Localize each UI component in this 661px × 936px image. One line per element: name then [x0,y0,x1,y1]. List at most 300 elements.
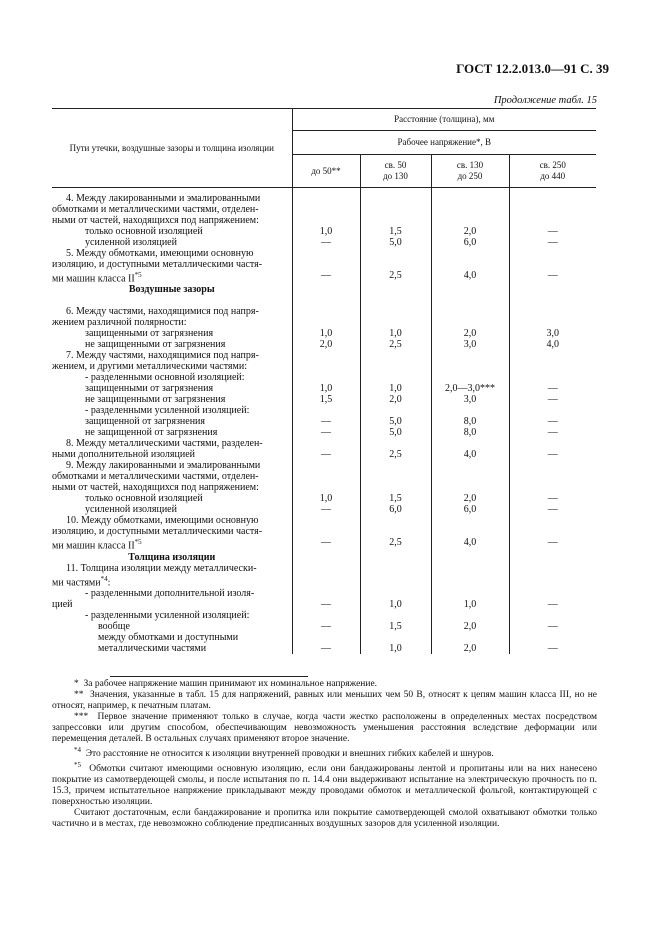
cell-value: 5,0 [360,427,431,438]
cell-value [292,610,360,621]
cell-value [360,526,431,537]
row-label [52,350,292,361]
row-text: - разделенными усиленной изоляцией: [85,609,250,621]
footnote-text: За рабочее напряжение машин принимают их номинальное напряжение. [83,679,378,689]
table-row [52,588,596,599]
cell-value [509,552,596,563]
cell-value [292,460,360,471]
row-text: защищенной от загрязнения [85,416,206,428]
cell-value: — [292,537,360,551]
cell-value [292,438,360,449]
row-label [52,427,292,438]
cell-value: 2,0—3,0*** [431,383,509,394]
cell-value [509,563,596,574]
cell-value [292,317,360,328]
row-text: 6. Между частями, находящимися под напря- [66,306,259,318]
cell-value [431,515,509,526]
footnote-text: Обмотки считают имеющими основную изоляцию, если они бандажированы лентой и пропитаны или на них нанесено покрытие из самотвердеющей смолы, и после испытания по п. 14.4 они выдерживают испытание на электрическую прочность по п. 15.3, причем испытательное напряжение прикладывают между проводами обмоток и металлической фольгой, контактирующей с поверхностью изоляции. [52,764,597,808]
row-text: жением различной полярности: [52,317,187,329]
footnote-mark: *** [74,712,89,722]
column-header-voltage: Рабочее напряжение*, В [292,131,596,155]
cell-value [509,188,596,205]
table-row [52,204,596,215]
cell-value [431,372,509,383]
table-row [52,237,596,248]
row-label [52,471,292,482]
cell-value: — [509,416,596,427]
row-text: ными от частей, находящихся под напряжением: [52,215,259,226]
table-row [52,563,596,574]
row-label [52,438,292,449]
cell-value: 2,0 [431,328,509,339]
table-row [52,574,596,588]
cell-value: — [292,621,360,632]
cell-value: 3,0 [509,328,596,339]
row-label [52,248,292,259]
row-label [52,372,292,383]
row-text: только основной изоляцией [85,226,203,237]
cell-value: — [509,599,596,610]
footnote-text: Это расстояние не относится к изоляции внутренней проводки и внешних гибких кабелей и шнуров. [85,749,494,760]
row-text: не защищенными от загрязнения [85,394,226,406]
cell-value [509,372,596,383]
cell-value [431,552,509,563]
cell-value: 2,0 [431,643,509,654]
cell-value [292,574,360,588]
cell-value [360,259,431,270]
table-row [52,317,596,328]
cell-value [360,438,431,449]
cell-value: — [509,537,596,551]
cell-value [431,188,509,205]
cell-value [360,204,431,215]
table-row [52,188,596,205]
cell-value: 1,5 [360,621,431,632]
cell-value: 2,0 [431,493,509,504]
cell-value: 8,0 [431,416,509,427]
table-row [52,460,596,471]
row-text: усиленной изоляцией [85,504,177,516]
row-text [52,295,55,306]
cell-value: 1,0 [360,328,431,339]
column-header-path: Пути утечки, воздушные зазоры и толщина изоляции [52,109,292,188]
row-label [52,226,292,237]
cell-value: — [509,427,596,438]
cell-value [360,588,431,599]
cell-value [360,405,431,416]
cell-value: 2,0 [292,339,360,350]
row-label [52,204,292,215]
cell-value [431,306,509,317]
table-row [52,482,596,493]
cell-value [431,574,509,588]
cell-value: — [509,449,596,460]
cell-value [509,204,596,215]
cell-value [509,350,596,361]
cell-value [431,610,509,621]
table-row [52,361,596,372]
cell-value [431,317,509,328]
cell-value: — [292,270,360,284]
cell-value [431,588,509,599]
table-row [52,383,596,394]
cell-value [360,284,431,295]
cell-value: — [509,237,596,248]
cell-value [292,588,360,599]
cell-value [360,350,431,361]
footnote [52,760,597,808]
cell-value [292,284,360,295]
cell-value [292,295,360,306]
row-text: защищенными от загрязнения [85,383,214,395]
cell-value: 2,5 [360,449,431,460]
row-text-tail: : [107,576,111,588]
cell-value: 2,5 [360,339,431,350]
row-text: 11. Толщина изоляции между металлически- [66,562,257,574]
cell-value [431,563,509,574]
cell-value [360,471,431,482]
table-row [52,643,596,654]
column-header-voltage-range: до 50** [292,155,360,188]
cell-value [509,295,596,306]
cell-value [292,306,360,317]
row-label [52,621,292,632]
cell-value [509,306,596,317]
row-text: обмотками и металлическими частями, отделен- [52,204,259,215]
row-label [52,328,292,339]
table-row [52,394,596,405]
column-header-voltage-range: св. 50 до 130 [360,155,431,188]
cell-value [360,482,431,493]
cell-value [360,372,431,383]
row-label [52,295,292,306]
footnote [52,690,597,712]
row-label [52,460,292,471]
cell-value [360,188,431,205]
row-text: ми частями [52,576,101,588]
table-row [52,621,596,632]
table-row [52,438,596,449]
row-label [52,361,292,372]
cell-value [431,460,509,471]
footnote [52,745,597,760]
cell-value: — [509,394,596,405]
cell-value [360,563,431,574]
table-row [52,449,596,460]
table-row [52,416,596,427]
row-label [52,449,292,460]
cell-value [509,460,596,471]
cell-value [360,515,431,526]
footnote-ref: *5 [134,271,142,279]
page-header: ГОСТ 12.2.013.0—91 С. 39 [456,61,609,76]
row-text: изоляцию, и доступными металлическими частя- [52,259,263,270]
row-label [52,552,292,563]
cell-value: 1,0 [292,383,360,394]
row-text: защищенными от загрязнения [85,328,214,340]
cell-value [509,215,596,226]
cell-value: 6,0 [360,504,431,515]
cell-value [431,204,509,215]
cell-value [360,248,431,259]
row-label [52,405,292,416]
table-row [52,427,596,438]
cell-value: 5,0 [360,237,431,248]
table-row [52,259,596,270]
cell-value: 1,0 [360,599,431,610]
cell-value [509,588,596,599]
cell-value [509,471,596,482]
cell-value [431,215,509,226]
table-row [52,226,596,237]
cell-value [360,306,431,317]
cell-value [431,471,509,482]
cell-value: — [509,504,596,515]
table-row [52,537,596,551]
footnote [52,808,597,830]
row-label [52,515,292,526]
row-label [52,482,292,493]
cell-value [431,632,509,643]
cell-value [509,610,596,621]
cell-value [431,482,509,493]
row-label [52,383,292,394]
cell-value [509,317,596,328]
cell-value [431,438,509,449]
cell-value [431,284,509,295]
row-text: 10. Между обмотками, имеющими основную [66,515,259,527]
cell-value [360,632,431,643]
table-row [52,405,596,416]
table-row [52,515,596,526]
row-label [52,588,292,599]
footnote-ref: *4 [100,574,108,583]
footnote-rule [110,676,308,677]
row-label [52,270,292,284]
row-text: ми машин класса II [52,273,135,285]
cell-value: 2,5 [360,537,431,551]
cell-value: — [509,270,596,284]
row-text: между обмотками и доступными [98,631,239,643]
cell-value [509,438,596,449]
cell-value: — [292,643,360,654]
cell-value: — [292,449,360,460]
row-label [52,599,292,610]
cell-value [292,552,360,563]
cell-value: 4,0 [431,449,509,460]
table-row [52,306,596,317]
row-text: усиленной изоляцией [85,237,177,248]
cell-value [509,574,596,588]
cell-value: 2,0 [431,226,509,237]
cell-value [509,526,596,537]
cell-value: 8,0 [431,427,509,438]
cell-value [360,295,431,306]
table-continuation-label: Продолжение табл. 15 [493,95,597,106]
footnote [52,679,597,690]
cell-value [509,515,596,526]
table-row [52,610,596,621]
table-row [52,632,596,643]
cell-value: 5,0 [360,416,431,427]
row-label [52,188,292,205]
cell-value: — [509,383,596,394]
footnote-text: Считают достаточным, если бандажирование и пропитка или покрытие самотвердеющей смолой охватывают обмотки только частично и в местах, где невозможно соблюдение предписанных воздушных зазоров для усиленной изоляции. [52,808,597,830]
table-row [52,248,596,259]
cell-value: 2,5 [360,270,431,284]
cell-value: — [292,504,360,515]
row-text: жением, и другими металлическими частями: [52,361,247,373]
cell-value [509,361,596,372]
cell-value [360,552,431,563]
row-text: - разделенными основной изоляцией: [85,372,245,384]
table-row [52,372,596,383]
cell-value [360,610,431,621]
row-text: 5. Между обмотками, имеющими основную [66,248,254,259]
row-label [52,610,292,621]
footnote-text: Значения, указанные в табл. 15 для напряжений, равных или меньших чем 50 В, относят к цепям машин класса III, но не относят, например, к печатным платам. [52,690,598,711]
cell-value [431,526,509,537]
column-header-voltage-range: св. 130 до 250 [431,155,509,188]
table-row [52,295,596,306]
cell-value [431,361,509,372]
spacing-table [52,108,596,654]
cell-value: 1,0 [292,328,360,339]
table-row [52,339,596,350]
row-text: ными дополнительной изоляцией [52,449,196,461]
row-text: только основной изоляцией [85,493,203,505]
cell-value: 3,0 [431,394,509,405]
row-text: обмотками и металлическими частями, отделен- [52,471,259,483]
row-label [52,215,292,226]
row-text: вообще [98,620,130,632]
cell-value: 1,0 [360,383,431,394]
row-label [52,237,292,248]
row-text: изоляцию, и доступными металлическими частя- [52,526,263,538]
cell-value [292,632,360,643]
table-row [52,599,596,610]
row-text: металлическими частями [98,642,207,654]
row-label [52,317,292,328]
cell-value [509,284,596,295]
row-text: 9. Между лакированными и эмалированными [66,460,261,472]
row-label [52,537,292,551]
cell-value [431,259,509,270]
table-row [52,284,596,295]
cell-value: 6,0 [431,504,509,515]
cell-value: — [509,226,596,237]
cell-value: — [292,599,360,610]
cell-value [431,295,509,306]
row-text: 7. Между частями, находящимися под напря- [66,350,259,362]
cell-value [292,215,360,226]
cell-value [509,259,596,270]
cell-value: 4,0 [509,339,596,350]
row-label [52,259,292,270]
cell-value [509,482,596,493]
row-text: 8. Между металлическими частями, разделен- [66,438,263,450]
cell-value: 1,0 [360,643,431,654]
cell-value [292,471,360,482]
cell-value [292,350,360,361]
cell-value [292,526,360,537]
cell-value [292,188,360,205]
row-label [52,574,292,588]
cell-value: 2,0 [431,621,509,632]
row-text: не защищенными от загрязнения [85,339,226,351]
table-row [52,552,596,563]
row-text: не защищенной от загрязнения [85,427,218,439]
cell-value: 6,0 [431,237,509,248]
row-label [52,563,292,574]
table-row [52,526,596,537]
table-row [52,350,596,361]
row-text: 4. Между лакированными и эмалированными [66,193,261,204]
row-label [52,339,292,350]
row-label [52,632,292,643]
cell-value [292,482,360,493]
footnote-ref: *5 [134,538,142,547]
cell-value [431,350,509,361]
cell-value [509,405,596,416]
cell-value: 1,5 [292,394,360,405]
cell-value: 1,0 [292,226,360,237]
row-label [52,493,292,504]
table-row [52,493,596,504]
row-text: - разделенными дополнительной изоля- [85,587,255,599]
footnote-mark: *4 [74,746,81,754]
cell-value [292,515,360,526]
cell-value: 1,5 [360,493,431,504]
cell-value [431,405,509,416]
cell-value [292,563,360,574]
row-label [52,526,292,537]
cell-value [360,460,431,471]
cell-value [292,204,360,215]
footnote-text: Первое значение применяют только в случае, когда части жестко расположены в определенных местах посредством запрессовки или другим способом, обеспечивающим невозможность уменьшения расстояния вследствие деформации или перемещения деталей. В остальных случаях применяют второе значение. [52,712,598,744]
cell-value: — [509,643,596,654]
cell-value: 1,5 [360,226,431,237]
column-header-distance: Расстояние (толщина), мм [292,109,596,131]
footnote-mark: *5 [74,761,81,770]
row-label [52,643,292,654]
row-label [52,394,292,405]
row-label [52,284,292,295]
row-text: Толщина изоляции [128,551,216,563]
footnotes [52,676,597,830]
cell-value: 2,0 [360,394,431,405]
row-text: ми машин класса II [52,540,135,552]
cell-value [292,361,360,372]
footnote [52,712,597,745]
cell-value [292,405,360,416]
cell-value: 4,0 [431,537,509,551]
cell-value: — [509,493,596,504]
cell-value [509,632,596,643]
row-label [52,306,292,317]
table-row [52,471,596,482]
cell-value [431,248,509,259]
cell-value: 1,0 [431,599,509,610]
table-row [52,215,596,226]
cell-value [292,259,360,270]
footnote-mark: * [74,679,79,689]
row-text: - разделенными усиленной изоляцией: [85,405,250,417]
cell-value: 4,0 [431,270,509,284]
cell-value [360,574,431,588]
row-label [52,416,292,427]
cell-value: — [292,237,360,248]
